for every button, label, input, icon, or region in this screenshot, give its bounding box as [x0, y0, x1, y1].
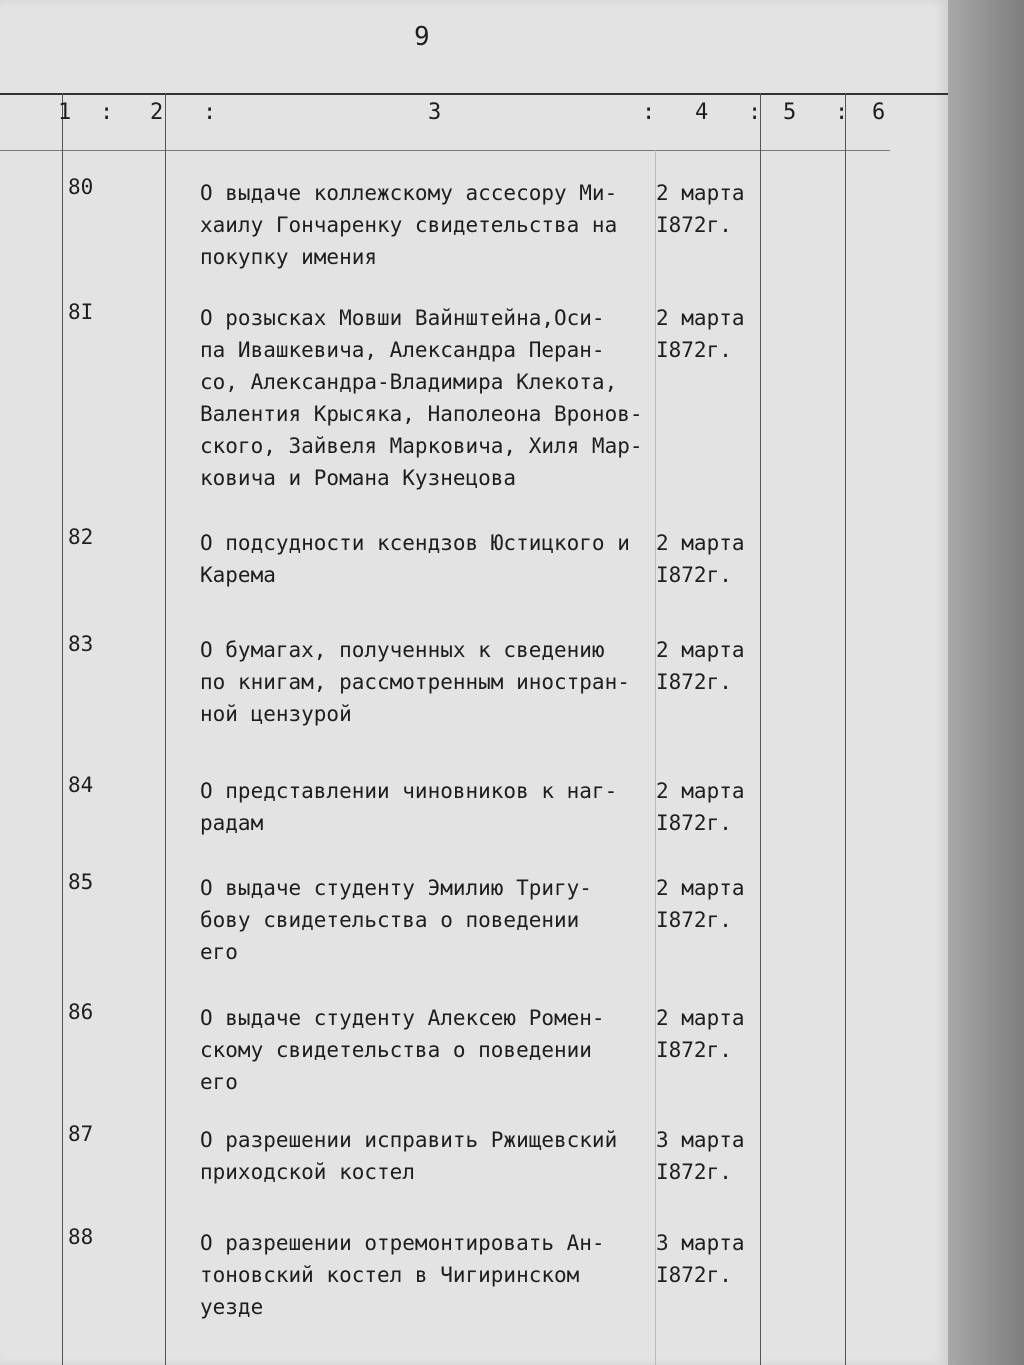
entry-day: 2 марта: [656, 306, 745, 330]
column-separator: :: [835, 100, 849, 125]
entry-title: О выдаче коллежскому ассесору Ми- хаилу Гончаренку свидетельства на покупку имения: [200, 181, 618, 269]
column-divider-1: [62, 93, 63, 1365]
entry-title: О представлении чиновников к наг- радам: [200, 779, 618, 835]
entry-year: I872г.: [656, 1263, 732, 1287]
entry-number: 85: [68, 870, 94, 894]
entry-number: 82: [68, 525, 94, 549]
entry-title: О бумагах, полученных к сведению по книгам, рассмотренным иностран- ной цензурой: [200, 638, 630, 726]
entry-day: 2 марта: [656, 876, 745, 900]
entry-title: О выдаче студенту Эмилию Тригу- бову свидетельства о поведении его: [200, 876, 592, 964]
column-separator: :: [748, 100, 762, 125]
column-header-1: 1: [58, 100, 72, 125]
entry-year: I872г.: [656, 908, 732, 932]
entry-year: I872г.: [656, 1160, 732, 1184]
entry-number: 80: [68, 175, 94, 199]
header-rule-bottom: [0, 150, 890, 151]
entry-date: [656, 634, 766, 698]
entry-number: 86: [68, 1000, 94, 1024]
entry-title: О разрешении отремонтировать Ан- тоновский костел в Чигиринском уезде: [200, 1231, 605, 1319]
entry-date: [656, 775, 766, 839]
entry-date: [656, 302, 766, 366]
column-header-6: 6: [872, 100, 886, 125]
column-header-3: 3: [428, 100, 442, 125]
entry-date: [656, 1227, 766, 1291]
entry-year: I872г.: [656, 213, 732, 237]
entry-year: I872г.: [656, 670, 732, 694]
entry-year: I872г.: [656, 1038, 732, 1062]
entry-day: 3 марта: [656, 1231, 745, 1255]
entry-day: 3 марта: [656, 1128, 745, 1152]
entry-day: 2 марта: [656, 531, 745, 555]
column-separator: :: [100, 100, 114, 125]
page-number: 9: [414, 22, 430, 52]
entry-number: 84: [68, 773, 94, 797]
header-rule-top: [0, 93, 948, 95]
entry-day: 2 марта: [656, 181, 745, 205]
column-header-2: 2: [150, 100, 164, 125]
column-separator: :: [642, 100, 656, 125]
entry-date: [656, 1002, 766, 1066]
column-divider-5: [845, 93, 846, 1365]
column-header-5: 5: [783, 100, 797, 125]
entry-date: [656, 1124, 766, 1188]
entry-number: 87: [68, 1122, 94, 1146]
entry-date: [656, 177, 766, 241]
entry-number: 88: [68, 1225, 94, 1249]
entry-title: О подсудности ксендзов Юстицкого и Карема: [200, 531, 630, 587]
entry-year: I872г.: [656, 563, 732, 587]
entry-date: [656, 872, 766, 936]
entry-year: I872г.: [656, 811, 732, 835]
entry-number: 83: [68, 632, 94, 656]
entry-day: 2 марта: [656, 638, 745, 662]
entry-date: [656, 527, 766, 591]
entry-year: I872г.: [656, 338, 732, 362]
column-divider-2: [165, 93, 166, 1365]
column-separator: :: [203, 100, 217, 125]
entry-number: 8I: [68, 300, 94, 324]
column-header-4: 4: [695, 100, 709, 125]
next-page-edge: [948, 0, 1024, 1365]
entry-title: О выдаче студенту Алексею Ромен- скому свидетельства о поведении его: [200, 1006, 605, 1094]
entry-title: О розысках Мовши Вайнштейна,Оси- па Ивашкевича, Александра Перан- со, Александра-Владимира Клекота, Валентия Крысяка, Наполеона Вронов- ского, Зайвеля Марковича, Хиля Мар- ковича и Романа Кузнецова: [200, 306, 643, 490]
entry-title: О разрешении исправить Ржищевский приходской костел: [200, 1128, 618, 1184]
entry-day: 2 марта: [656, 779, 745, 803]
entry-day: 2 марта: [656, 1006, 745, 1030]
